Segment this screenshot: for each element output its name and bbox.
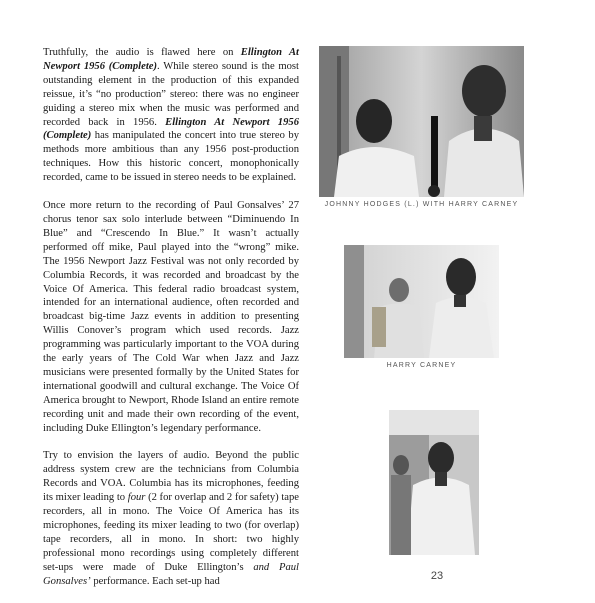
photo-caption: HARRY CARNEY [386, 362, 457, 369]
album-title: Ellington At Newport 1956 (Complete) [43, 116, 299, 142]
photo-caption: JOHNNY HODGES (L.) WITH HARRY CARNEY [324, 201, 519, 208]
photo-image [319, 46, 524, 197]
paragraph-3: Try to envision the layers of audio. Beyond the public address system crew are the technicians from Columbia Records and VOA. Columbia has its microphones, feeding its mixer leading to four (2 for overlap and 2 for safety) tape recorders, all in mono. The Voice Of America has its microphones, feeding its mixer leading to two (for overlap) tape recorders, all in mono. In short: two highly professional mono recordings using completely different set-ups were made of Duke Ellington’s and Paul Gonsalves’ performance. Each set-up had [43, 450, 299, 587]
photo-carney [344, 245, 499, 358]
photo-musician [389, 410, 479, 555]
paragraph-2: Once more return to the recording of Paul Gonsalves’ 27 chorus tenor sax solo interlude between “Diminuendo In Blue” and “Crescendo In Blue.” It wasn’t actually performed off mike, Paul played into the “wrong” mike. The 1956 Newport Jazz Festival was not only recorded by Columbia Records, it was recorded and broadcast by the Voice Of America. This federal radio broadcast system, intended for an international audience, often recorded and broadcast big-time Jazz events in addition to presenting Willis Conover’s program which used records. Jazz programming was particularly important to the VOA during the early years of The Cold War when Jazz and Jazz musicians were presented formally by the United States for international goodwill and cultural exchange. The Voice Of America brought to Newport, Rhode Island an entire remote recording unit and made their own recording of the event, including Duke Ellington’s legendary performance. [43, 200, 299, 434]
photo-image [344, 245, 499, 358]
album-title: Ellington At Newport 1956 (Complete) [43, 47, 299, 72]
photo-image [389, 410, 479, 555]
page-number: 23 [430, 570, 444, 582]
photo-hodges-carney [319, 46, 524, 197]
body-text [43, 46, 299, 603]
paragraph-1: Truthfully, the audio is flawed here on Ellington At Newport 1956 (Complete). While stereo sound is the most outstanding element in the production of this expanded reissue, it’s “no production” stereo: there was no engineer guiding a stereo mix when the music was performed and recorded back in 1956. Ellington At Newport 1956 (Complete) has manipulated the concert into true stereo by methods more ambitious than any 1956 post-production techniques. How this historic concert, monophonically recorded, came to be issued in stereo needs to be explained. [43, 47, 299, 184]
